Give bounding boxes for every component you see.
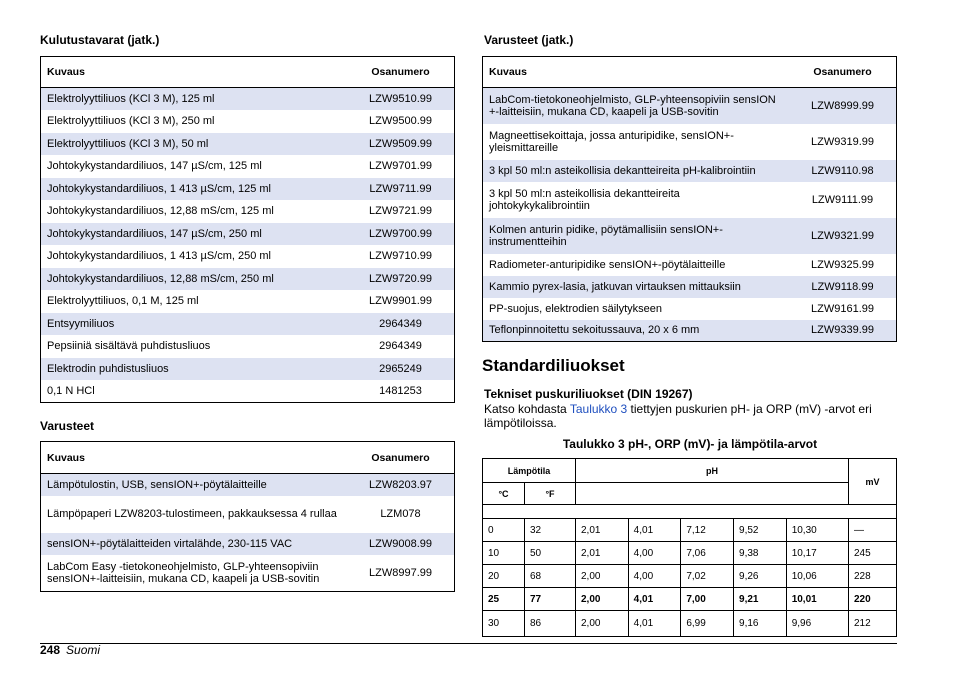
table-row: Magneettisekoittaja, jossa anturipidike, sensION+-yleismittareille LZW9319.99 [489,129,874,154]
col-part-header: Osanumero [347,442,455,474]
consumables-table [40,56,455,403]
accessories-heading: Varusteet [40,419,95,433]
col-desc-header: Kuvaus [41,57,348,88]
table-row: 20 68 2,00 4,00 7,02 9,26 10,06 228 [483,565,897,588]
table-row: Pepsiiniä sisältävä puhdistusliuos 2964349 [47,340,422,353]
table-row: 0 32 2,01 4,01 7,12 9,52 10,30 — [483,519,897,542]
table-row: Entsyymiliuos 2964349 [41,313,455,336]
table-row: 10 50 2,01 4,00 7,06 9,38 10,17 245 [483,542,897,565]
table-row: Kolmen anturin pidike, pöytämallisiin sensION+-instrumentteihin LZW9321.99 [483,218,897,254]
table-row: 30 86 2,00 4,01 6,99 9,16 9,96 212 [483,611,897,637]
table-row: Lämpöpaperi LZW8203-tulostimeen, pakkauksessa 4 rullaa LZM078 [47,508,421,520]
table-row: Lämpötulostin, USB, sensION+-pöytälaitteille LZW8203.97 [41,474,455,496]
accessories-table [40,441,455,592]
footer-divider [40,643,897,644]
accessories-cont-table [482,56,897,342]
footer-language: Suomi [66,643,101,657]
table-row: Johtokykystandardiliuos, 147 µS/cm, 125 ml LZW9701.99 [47,160,432,173]
table-caption: Taulukko 3 pH-, ORP (mV)- ja lämpötila-arvot [562,437,818,451]
table-row: LabCom-tietokoneohjelmisto, GLP-yhteensopiviin sensION +-laitteisiin, mukana CD, kaapeli ja USB-sovitin LZW8999.99 [483,88,897,124]
table-row: Johtokykystandardiliuos, 1 413 µS/cm, 125 ml LZW9711.99 [41,178,455,201]
celsius-header: °C [483,483,525,505]
table-row: Johtokykystandardiliuos, 1 413 µS/cm, 250 ml LZW9710.99 [47,250,432,263]
page-footer [40,643,100,657]
standards-subheading: Tekniset puskuriliuokset (DIN 19267) [484,387,693,401]
fahrenheit-header: °F [525,483,576,505]
page-number: 248 [40,643,61,657]
col-part-header: Osanumero [347,57,455,88]
ph-header: pH [576,459,849,483]
table-row: Elektrodin puhdistusliuos 2965249 [41,358,455,381]
col-desc-header: Kuvaus [41,442,348,474]
table-row: Johtokykystandardiliuos, 12,88 mS/cm, 250 ml LZW9720.99 [41,268,455,291]
standards-heading: Standardiliuokset [482,356,625,375]
mv-header: mV [849,459,897,505]
col-part-header: Osanumero [789,57,897,88]
table-row: 0,1 N HCl 1481253 [47,385,422,397]
table-reference-link[interactable]: Taulukko 3 [569,402,628,416]
table-row: Elektrolyyttiliuos (KCl 3 M), 50 ml LZW9509.99 [41,133,455,156]
table-row: 3 kpl 50 ml:n asteikollisia dekantteireita pH-kalibrointiin LZW9110.98 [483,160,897,182]
table-row: 25 77 2,00 4,01 7,00 9,21 10,01 220 [483,588,897,611]
table-row: Elektrolyyttiliuos (KCl 3 M), 125 ml LZW9510.99 [41,88,455,111]
consumables-heading: Kulutustavarat (jatk.) [40,33,160,47]
table-row: PP-suojus, elektrodien säilytykseen LZW9161.99 [489,302,874,315]
table-row: Elektrolyyttiliuos (KCl 3 M), 250 ml LZW9500.99 [47,115,432,128]
temp-header: Lämpötila [483,459,576,483]
table-row: Elektrolyyttiliuos, 0,1 M, 125 ml LZW9901.99 [47,295,432,308]
accessories-cont-heading: Varusteet (jatk.) [484,33,574,47]
standards-paragraph: Katso kohdasta Taulukko 3 tiettyjen puskurien pH- ja ORP (mV) -arvot eri lämpötiloissa. [484,402,872,430]
col-desc-header: Kuvaus [483,57,790,88]
table-row: LabCom Easy -tietokoneohjelmisto, GLP-yhteensopiviin sensION+-laitteisiin, mukana CD, kaapeli ja USB-sovitin LZW8997.99 [47,560,432,585]
table-row: Johtokykystandardiliuos, 12,88 mS/cm, 125 ml LZW9721.99 [47,205,432,218]
table-row: 3 kpl 50 ml:n asteikollisia dekantteireita johtokykykalibrointiin LZW9111.99 [489,187,874,212]
table-row: Radiometer-anturipidike sensION+-pöytälaitteille LZW9325.99 [489,258,874,271]
table-row: Teflonpinnoitettu sekoitussauva, 20 x 6 mm LZW9339.99 [483,320,897,342]
table-row: Johtokykystandardiliuos, 147 µS/cm, 250 ml LZW9700.99 [41,223,455,246]
table-row: sensION+-pöytälaitteiden virtalähde, 230-115 VAC LZW9008.99 [41,533,455,555]
table-row: Kammio pyrex-lasia, jatkuvan virtauksen mittauksiin LZW9118.99 [483,276,897,298]
ph-orp-table [482,458,897,637]
